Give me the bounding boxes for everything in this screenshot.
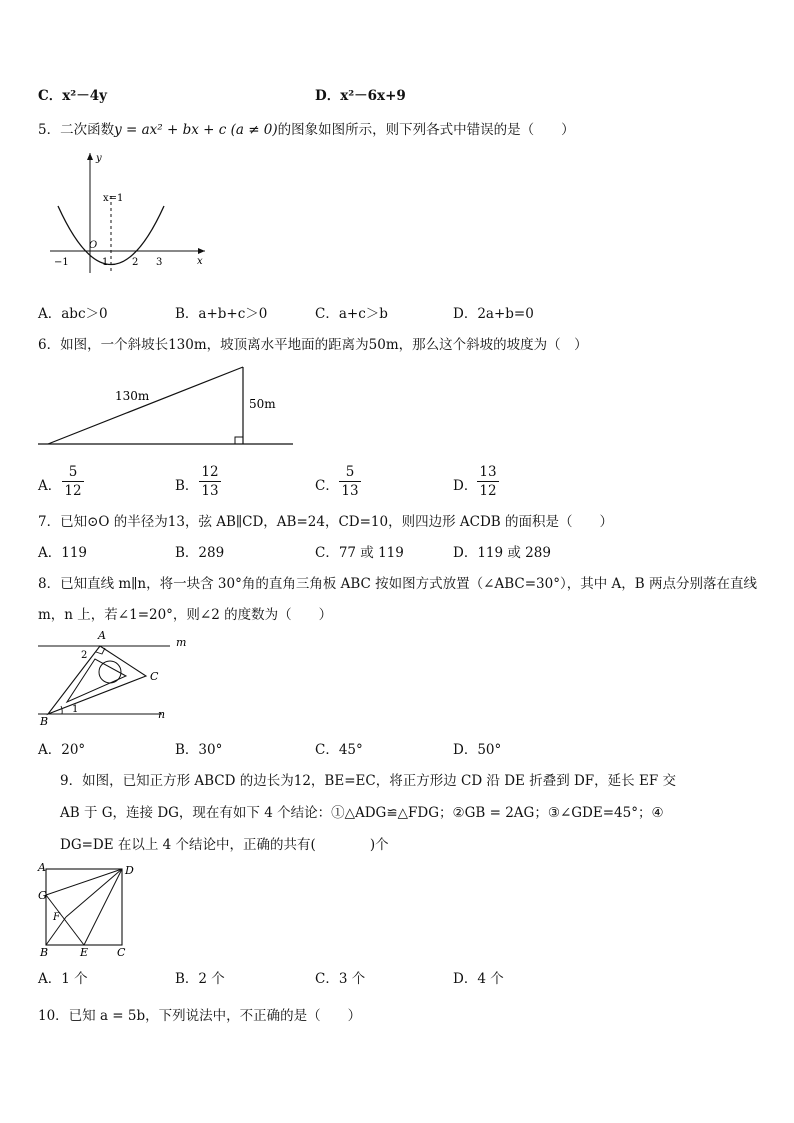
q9-label-g: G bbox=[38, 889, 47, 902]
q9-label-c: C bbox=[117, 946, 126, 958]
q6-slope-label: 130m bbox=[115, 389, 150, 403]
q5-stem bbox=[38, 118, 575, 138]
q6-option-c-den: 13 bbox=[341, 483, 359, 499]
q7-option-a: A．119 bbox=[38, 545, 88, 561]
q6-option-a-letter: A． bbox=[38, 478, 62, 494]
q4-option-c: C．x²－4y bbox=[38, 88, 107, 104]
q10-stem: 10．已知 a = 5b，下列说法中，不正确的是（ ） bbox=[38, 1008, 362, 1024]
q5-origin-label: O bbox=[89, 240, 98, 251]
q8-label-b: B bbox=[40, 715, 49, 727]
q9-square-figure bbox=[34, 860, 144, 958]
q9-option-c: C．3 个 bbox=[315, 971, 366, 987]
q6-slope-figure bbox=[35, 360, 300, 452]
q8-option-b: B．30° bbox=[175, 742, 223, 758]
q7-option-c: C．77 或 119 bbox=[315, 545, 404, 561]
q9-option-b: B．2 个 bbox=[175, 971, 225, 987]
q5-x-label: x bbox=[197, 256, 203, 267]
q8-stem-line2: m，n 上，若∠1=20°，则∠2 的度数为（ ） bbox=[38, 607, 333, 623]
q6-option-b-den: 13 bbox=[201, 483, 219, 499]
q6-height-label: 50m bbox=[249, 397, 276, 411]
q8-angle1-label: 1 bbox=[72, 704, 79, 715]
q8-option-c: C．45° bbox=[315, 742, 363, 758]
q5-formula: y = ax² + bx + c (a ≠ 0) bbox=[114, 122, 278, 138]
q5-option-a: A．abc＞0 bbox=[38, 306, 108, 322]
q5-axis-line-label: x=1 bbox=[103, 193, 124, 204]
q9-label-f: F bbox=[53, 912, 60, 923]
q5-parabola-graph bbox=[45, 148, 215, 276]
q6-option-b-num: 12 bbox=[201, 464, 219, 480]
q8-option-d: D．50° bbox=[453, 742, 502, 758]
q6-option-a-num: 5 bbox=[68, 464, 78, 480]
q8-angle2-label: 2 bbox=[81, 650, 88, 661]
q9-line3: DG=DE 在以上 4 个结论中，正确的共有( )个 bbox=[60, 837, 389, 853]
q8-label-m: m bbox=[176, 636, 187, 649]
q8-option-a: A．20° bbox=[38, 742, 86, 758]
q6-option-d-fraction bbox=[477, 464, 499, 499]
q5-stem-prefix: 5．二次函数 bbox=[38, 122, 115, 138]
q8-label-c: C bbox=[150, 670, 159, 683]
q5-option-d: D．2a+b=0 bbox=[453, 306, 534, 322]
q6-option-a-fraction bbox=[62, 464, 84, 499]
q5-y-label: y bbox=[96, 153, 102, 164]
q6-option-b-fraction bbox=[199, 464, 221, 499]
q9-label-b: B bbox=[40, 946, 49, 958]
q5-option-b: B．a+b+c＞0 bbox=[175, 306, 268, 322]
q4-option-d: D．x²－6x+9 bbox=[315, 88, 406, 104]
q5-tick-2: 2 bbox=[132, 257, 139, 268]
q6-option-b-letter: B． bbox=[175, 478, 199, 494]
q5-tick-1: 1 bbox=[102, 257, 109, 268]
q9-line1: 9．如图，已知正方形 ABCD 的边长为12，BE=EC，将正方形边 CD 沿 DE 折叠到 DF，延长 EF 交 bbox=[60, 773, 676, 789]
q6-stem: 6．如图，一个斜坡长130m，坡顶离水平地面的距离为50m，那么这个斜坡的坡度为（ ） bbox=[38, 337, 588, 353]
q6-option-c-fraction bbox=[339, 464, 361, 499]
q5-option-c: C．a+c＞b bbox=[315, 306, 388, 322]
q6-option-d-den: 12 bbox=[479, 483, 497, 499]
q7-option-b: B．289 bbox=[175, 545, 225, 561]
q7-stem: 7．已知⊙O 的半径为13，弦 AB∥CD，AB=24，CD=10，则四边形 ACDB 的面积是（ ） bbox=[38, 514, 613, 530]
q6-option-c-num: 5 bbox=[345, 464, 355, 480]
q5-stem-suffix: 的图象如图所示，则下列各式中错误的是（ ） bbox=[277, 122, 575, 138]
q9-option-d: D．4 个 bbox=[453, 971, 504, 987]
q9-line2: AB 于 G，连接 DG，现在有如下 4 个结论：①△ADG≌△FDG；②GB = 2AG；③∠GDE=45°；④ bbox=[60, 805, 664, 821]
q5-tick-3: 3 bbox=[156, 257, 163, 268]
q9-label-a: A bbox=[38, 861, 46, 874]
q6-option-d-letter: D． bbox=[453, 478, 478, 494]
q6-option-d-num: 13 bbox=[479, 464, 497, 480]
q9-option-a: A．1 个 bbox=[38, 971, 88, 987]
q8-triangle-figure bbox=[34, 627, 194, 727]
q8-label-a: A bbox=[98, 629, 106, 642]
q5-tick-minus1: −1 bbox=[54, 257, 69, 268]
q9-label-d: D bbox=[125, 864, 134, 877]
q8-stem-line1: 8．已知直线 m∥n，将一块含 30°角的直角三角板 ABC 按如图方式放置（∠ABC=30°），其中 A，B 两点分别落在直线 bbox=[38, 576, 757, 592]
q6-option-a-den: 12 bbox=[64, 483, 82, 499]
q8-label-n: n bbox=[158, 708, 166, 721]
q9-label-e: E bbox=[80, 946, 89, 958]
q7-option-d: D．119 或 289 bbox=[453, 545, 551, 561]
q6-option-c-letter: C． bbox=[315, 478, 339, 494]
